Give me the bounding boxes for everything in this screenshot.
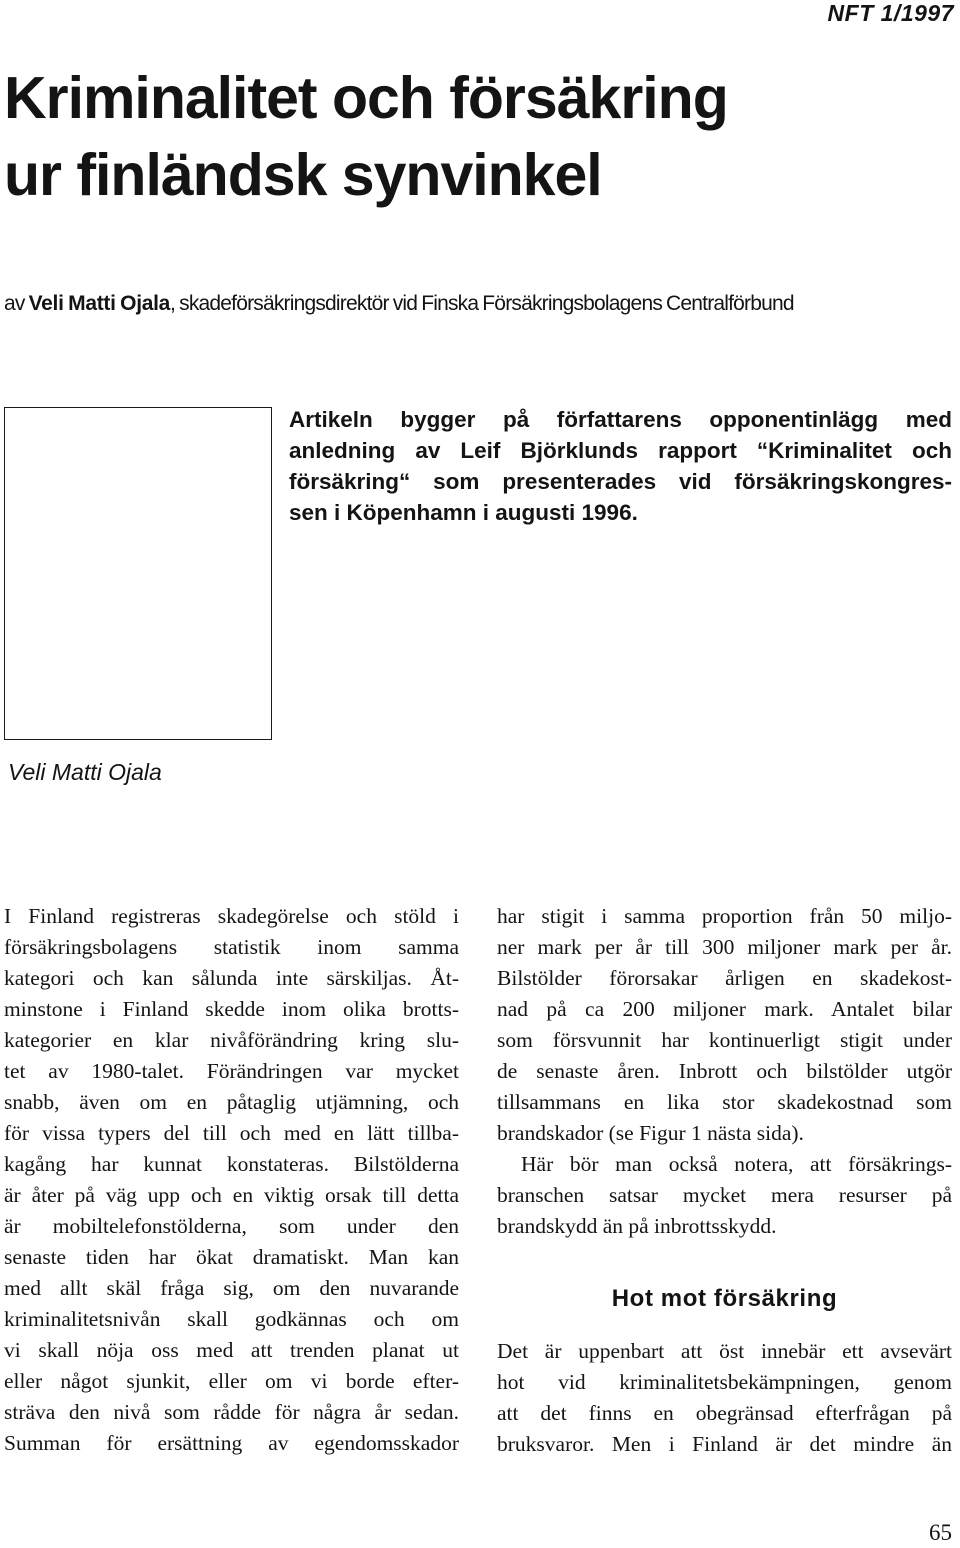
body-line: tet av 1980-talet. Förändringen var mycket — [4, 1059, 459, 1083]
body-line: eller något sjunkit, eller om vi borde efter- — [4, 1369, 459, 1393]
journal-issue-label: NFT 1/1997 — [827, 0, 954, 26]
body-line: ner mark per år till 300 miljoner mark per år. — [497, 935, 952, 959]
body-line: branschen satsar mycket mera resurser på — [497, 1183, 952, 1207]
body-line: för vissa typers del till och med en lätt tillba- — [4, 1121, 459, 1145]
body-column-right — [497, 901, 952, 1242]
body-line: Bilstölder förorsakar årligen en skadekost- — [497, 966, 952, 990]
body-line: minstone i Finland skedde inom olika brotts- — [4, 997, 459, 1021]
photo-caption: Veli Matti Ojala — [8, 759, 162, 785]
article-title-line-2: ur finländsk synvinkel — [4, 142, 602, 208]
body-line: snabb, även om en påtaglig utjämning, och — [4, 1090, 459, 1114]
body-line: Det är uppenbart att öst innebär ett avsevärt — [497, 1339, 952, 1363]
body-line: bruksvaror. Men i Finland är det mindre än — [497, 1432, 952, 1456]
body-column-right-section — [497, 1336, 952, 1460]
body-line: kategorier en klar nivåförändring kring slu- — [4, 1028, 459, 1052]
lead-line: Artikeln bygger på författarens opponentinlägg med — [289, 407, 952, 432]
byline-prefix: av — [4, 292, 29, 315]
body-line: försäkringsbolagens statistik inom samma — [4, 935, 459, 959]
body-line: att det finns en obegränsad efterfrågan på — [497, 1401, 952, 1425]
article-title-line-1: Kriminalitet och försäkring — [4, 65, 728, 131]
byline-author: Veli Matti Ojala — [28, 292, 171, 315]
body-line: sträva den nivå som rådde för några år sedan. — [4, 1400, 459, 1424]
body-line: Summan för ersättning av egendomsskador — [4, 1431, 459, 1455]
body-line: brandskador (se Figur 1 nästa sida). — [497, 1121, 804, 1145]
body-column-left — [4, 901, 459, 1459]
body-line: som försvunnit har kontinuerligt stigit under — [497, 1028, 952, 1052]
lead-line: anledning av Leif Björklunds rapport “Kriminalitet och — [289, 438, 952, 463]
body-line: I Finland registreras skadegörelse och stöld i — [4, 904, 459, 928]
article-title — [4, 60, 954, 214]
body-line: har stigit i samma proportion från 50 miljo- — [497, 904, 952, 928]
body-line: senaste tiden har ökat dramatiskt. Man kan — [4, 1245, 459, 1269]
body-line: brandskydd än på inbrottsskydd. — [497, 1214, 777, 1238]
page-number: 65 — [929, 1520, 952, 1545]
lead-paragraph — [289, 404, 952, 528]
author-photo-placeholder — [4, 407, 272, 740]
lead-line: sen i Köpenhamn i augusti 1996. — [289, 500, 638, 525]
byline-affiliation: , skadeförsäkringsdirektör vid Finska Försäkringsbolagens Centralförbund — [170, 292, 794, 315]
body-line: kagång har kunnat konstateras. Bilstölderna — [4, 1152, 459, 1176]
body-line: nad på ca 200 miljoner mark. Antalet bilar — [497, 997, 952, 1021]
body-line: kategori och kan sålunda inte särskiljas. Åt- — [4, 966, 459, 990]
body-line: Här bör man också notera, att försäkrings- — [521, 1152, 952, 1176]
body-line: med allt skäl fråga sig, om den nuvarande — [4, 1276, 459, 1300]
body-line: tillsammans en lika stor skadekostnad som — [497, 1090, 952, 1114]
body-line: de senaste åren. Inbrott och bilstölder utgör — [497, 1059, 952, 1083]
byline — [4, 289, 960, 319]
body-line: är mobiltelefonstölderna, som under den — [4, 1214, 459, 1238]
body-line: är åter på väg upp och en viktig orsak till detta — [4, 1183, 459, 1207]
section-heading: Hot mot försäkring — [611, 1285, 838, 1312]
body-line: hot vid kriminalitetsbekämpningen, genom — [497, 1370, 952, 1394]
body-line: kriminalitetsnivån skall godkännas och om — [4, 1307, 459, 1331]
lead-line: försäkring“ som presenterades vid försäkringskongres- — [289, 469, 952, 494]
body-line: vi skall nöja oss med att trenden planat ut — [4, 1338, 459, 1362]
